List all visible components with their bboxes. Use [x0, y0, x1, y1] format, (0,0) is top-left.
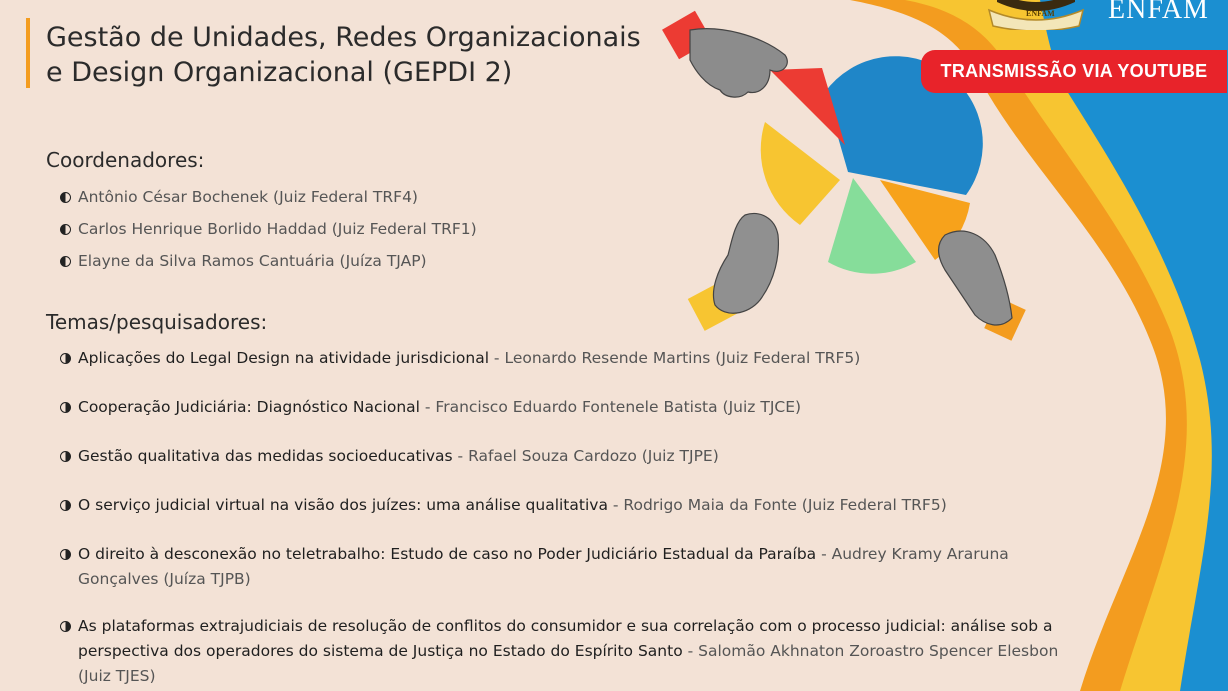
half-circle-bullet-icon [60, 621, 71, 632]
half-circle-bullet-icon [60, 451, 71, 462]
enfam-logo: ENFAM [1108, 0, 1209, 25]
half-circle-bullet-icon [60, 500, 71, 511]
seal-label: ENFAM [1026, 9, 1055, 18]
list-item: Cooperação Judiciária: Diagnóstico Nacional - Francisco Eduardo Fontenele Batista (Juiz TJCE) [60, 395, 1060, 420]
pie-slice-yellow [761, 122, 840, 225]
topics-list [60, 346, 1060, 689]
youtube-broadcast-badge[interactable]: TRANSMISSÃO VIA YOUTUBE [921, 50, 1227, 93]
list-item: As plataformas extrajudiciais de resolução de conflitos do consumidor e sua correlação com o processo judicial: análise sob a perspectiva dos operadores do sistema de Justiça no Estado do Espírito Santo - Salomão Akhnaton Zoroastro Spencer Elesbon (Juiz TJES) [60, 614, 1060, 689]
list-item: Elayne da Silva Ramos Cantuária (Juíza TJAP) [60, 250, 477, 282]
topics-heading: Temas/pesquisadores: [46, 310, 268, 334]
half-circle-bullet-icon [60, 224, 71, 235]
page-title [46, 20, 686, 90]
coordinators-list [60, 186, 477, 282]
list-item: Aplicações do Legal Design na atividade jurisdicional - Leonardo Resende Martins (Juiz Federal TRF5) [60, 346, 1060, 371]
half-circle-bullet-icon [60, 402, 71, 413]
list-item: Antônio César Bochenek (Juiz Federal TRF4) [60, 186, 477, 218]
list-item: O direito à desconexão no teletrabalho: Estudo de caso no Poder Judiciário Estadual da Paraíba - Audrey Kramy Araruna Gonçalves (Juíza TJPB) [60, 542, 1060, 592]
title-accent-bar [26, 18, 30, 88]
half-circle-bullet-icon [60, 353, 71, 364]
hand-left [713, 214, 778, 314]
list-item: Carlos Henrique Borlido Haddad (Juiz Federal TRF1) [60, 218, 477, 250]
half-circle-bullet-icon [60, 549, 71, 560]
hand-top [690, 29, 787, 97]
list-item: O serviço judicial virtual na visão dos juízes: uma análise qualitativa - Rodrigo Maia da Fonte (Juiz Federal TRF5) [60, 493, 1060, 518]
half-circle-bullet-icon [60, 256, 71, 267]
half-circle-bullet-icon [60, 192, 71, 203]
title-line-2: e Design Organizacional (GEPDI 2) [46, 57, 513, 88]
list-item: Gestão qualitativa das medidas socioeducativas - Rafael Souza Cardozo (Juiz TJPE) [60, 444, 1060, 469]
title-line-1: Gestão de Unidades, Redes Organizacionais [46, 22, 641, 53]
hand-right [939, 231, 1012, 325]
coordinators-heading: Coordenadores: [46, 148, 205, 172]
